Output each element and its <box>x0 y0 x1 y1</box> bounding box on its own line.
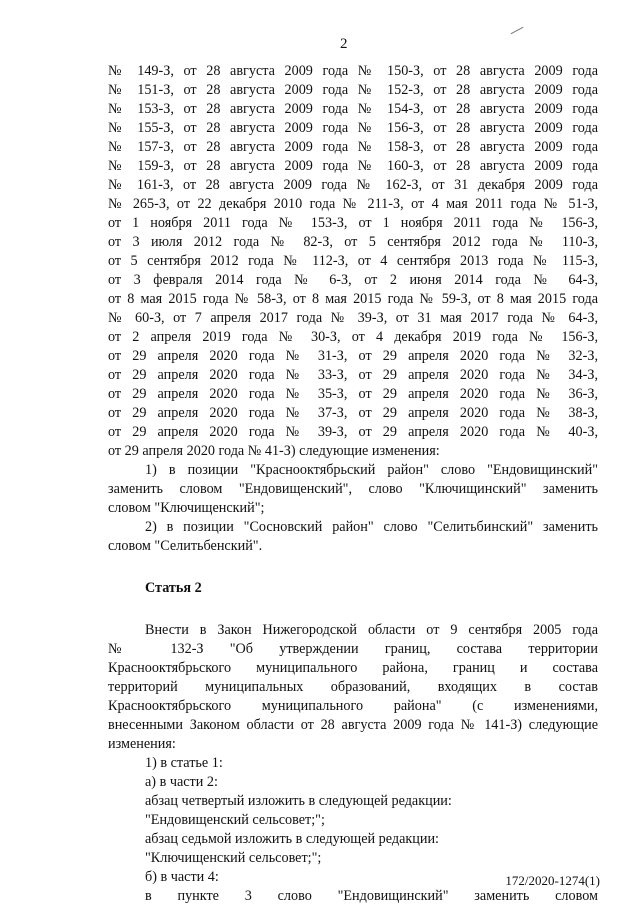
text-line: словом "Ключищенский"; <box>108 500 265 516</box>
list-item: в пункте 3 слово "Ендовищинский" заменить словом <box>145 888 598 904</box>
document-body <box>108 62 598 906</box>
text-line: № 157-З, от 28 августа 2009 года № 158-З, от 28 августа 2009 года <box>108 139 598 155</box>
text-line: от 2 апреля 2019 года № 30-З, от 4 декабря 2019 года № 156-З, <box>108 329 598 345</box>
text-line: № 161-З, от 28 августа 2009 года № 162-З, от 31 декабря 2009 года <box>108 177 598 193</box>
text-line: от 5 сентября 2012 года № 112-З, от 4 сентября 2013 года № 115-З, <box>108 253 598 269</box>
list-item: абзац седьмой изложить в следующей редакции: <box>145 831 440 847</box>
text-line: № 159-З, от 28 августа 2009 года № 160-З, от 28 августа 2009 года <box>108 158 598 174</box>
pen-mark <box>511 27 524 34</box>
text-line: от 29 апреля 2020 года № 33-З, от 29 апреля 2020 года № 34-З, <box>108 367 598 383</box>
text-line: изменения: <box>108 736 176 752</box>
text-line: Краснооктябрьского муниципального района" (с изменениями, <box>108 698 598 714</box>
text-line: № 151-З, от 28 августа 2009 года № 152-З, от 28 августа 2009 года <box>108 82 598 98</box>
list-item: а) в части 2: <box>145 774 218 790</box>
text-line: заменить словом "Ендовищенский", слово "Ключищинский" заменить <box>108 481 598 497</box>
text-line: № 60-З, от 7 апреля 2017 года № 39-З, от 31 мая 2017 года № 64-З, <box>108 310 598 326</box>
text-line: от 29 апреля 2020 года № 35-З, от 29 апреля 2020 года № 36-З, <box>108 386 598 402</box>
document-code: 172/2020-1274(1) <box>505 873 600 888</box>
text-line: от 8 мая 2015 года № 58-З, от 8 мая 2015 года № 59-З, от 8 мая 2015 года <box>108 291 598 307</box>
list-item: 1) в статье 1: <box>145 755 223 771</box>
text-line: территорий муниципальных образований, входящих в состав <box>108 679 598 695</box>
article-2-intro <box>108 621 598 754</box>
text-line: № 149-З, от 28 августа 2009 года № 150-З, от 28 августа 2009 года <box>108 63 598 79</box>
text-line: от 29 апреля 2020 года № 37-З, от 29 апреля 2020 года № 38-З, <box>108 405 598 421</box>
text-line: № 153-З, от 28 августа 2009 года № 154-З, от 28 августа 2009 года <box>108 101 598 117</box>
text-line: № 265-З, от 22 декабря 2010 года № 211-З, от 4 мая 2011 года № 51-З, <box>108 196 598 212</box>
list-item: "Ендовищенский сельсовет;"; <box>145 812 325 828</box>
amendment-list-paragraph <box>108 62 598 461</box>
text-line: № 155-З, от 28 августа 2009 года № 156-З, от 28 августа 2009 года <box>108 120 598 136</box>
text-line: от 29 апреля 2020 года № 31-З, от 29 апреля 2020 года № 32-З, <box>108 348 598 364</box>
text-line: 1) в позиции "Краснооктябрьский район" слово "Ендовищинский" <box>145 462 598 478</box>
list-item: б) в части 4: <box>145 869 219 885</box>
text-line: от 29 апреля 2020 года № 41-З) следующие изменения: <box>108 443 440 459</box>
text-line: словом "Селитьбенский". <box>108 538 263 554</box>
text-line: от 3 февраля 2014 года № 6-З, от 2 июня 2014 года № 64-З, <box>108 272 598 288</box>
list-item: "Ключищенский сельсовет;"; <box>145 850 322 866</box>
text-line: от 29 апреля 2020 года № 39-З, от 29 апреля 2020 года № 40-З, <box>108 424 598 440</box>
text-line: от 1 ноября 2011 года № 153-З, от 1 ноября 2011 года № 156-З, <box>108 215 598 231</box>
article-heading: Статья 2 <box>145 580 202 596</box>
text-line: от 3 июля 2012 года № 82-З, от 5 сентября 2012 года № 110-З, <box>108 234 598 250</box>
page-number: 2 <box>340 36 348 52</box>
text-line: Внести в Закон Нижегородской области от 9 сентября 2005 года <box>145 622 598 638</box>
text-line: 2) в позиции "Сосновский район" слово "Селитьбинский" заменить <box>145 519 598 535</box>
list-item: абзац четвертый изложить в следующей редакции: <box>145 793 452 809</box>
text-line: № 132-З "Об утверждении границ, состава территории <box>108 641 598 657</box>
text-line: Краснооктябрьского муниципального района, границ и состава <box>108 660 598 676</box>
amendment-item-1 <box>108 461 598 518</box>
text-line: внесенными Законом области от 28 августа 2009 года № 141-З) следующие <box>108 717 598 733</box>
amendment-item-2 <box>108 518 598 556</box>
